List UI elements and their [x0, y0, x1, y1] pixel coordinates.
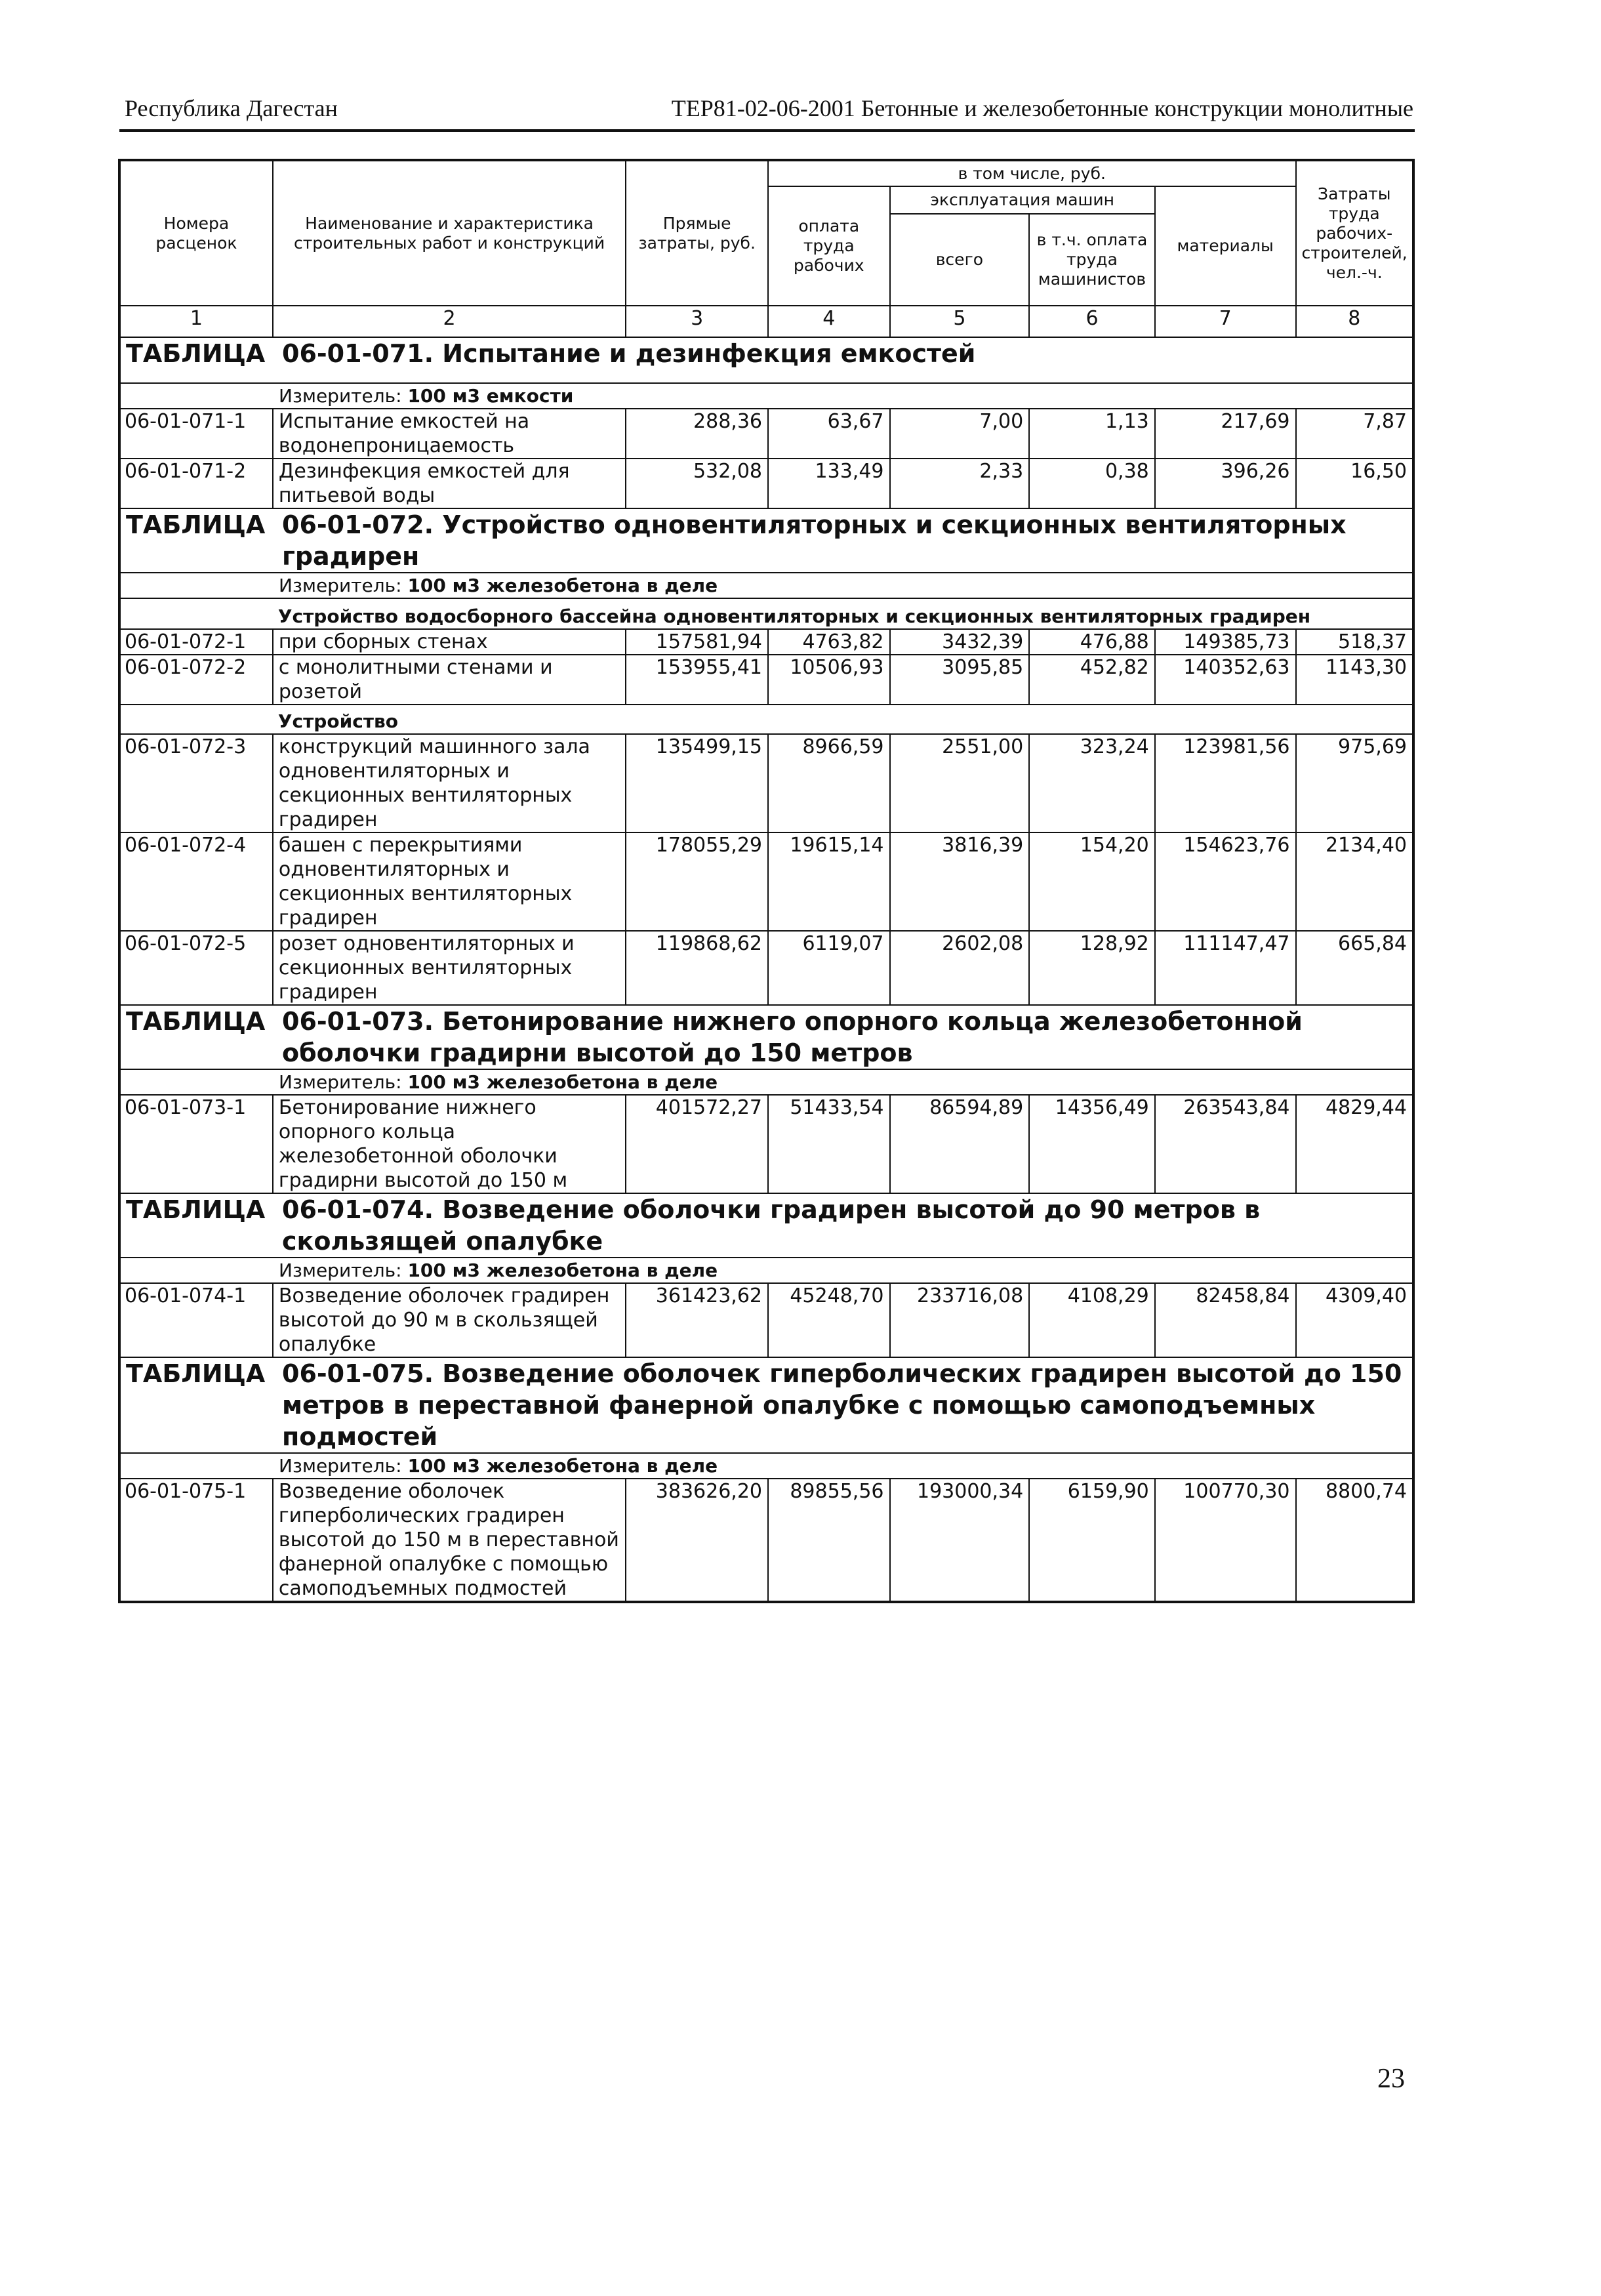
cell-wages: 45248,70 — [768, 1283, 890, 1357]
rate-name: башен с перекрытиями одновентиляторных и секционных вентиляторных градирен — [273, 832, 626, 931]
cell-direct: 178055,29 — [626, 832, 768, 931]
cell-machines: 3816,39 — [890, 832, 1030, 931]
cell-operators: 4108,29 — [1029, 1283, 1155, 1357]
section-tag: ТАБЛИЦА — [126, 339, 266, 368]
column-numbers-row — [119, 306, 1413, 337]
col-num: 7 — [1155, 306, 1296, 337]
section-tag: ТАБЛИЦА — [126, 1007, 266, 1036]
col-num: 2 — [273, 306, 626, 337]
cell-labor: 16,50 — [1296, 459, 1413, 508]
cell-operators: 476,88 — [1029, 629, 1155, 655]
measure-label: Измеритель: — [279, 1455, 408, 1477]
rate-name: розет одновентиляторных и секционных вентиляторных градирен — [273, 931, 626, 1005]
cell-machines: 86594,89 — [890, 1095, 1030, 1193]
cell-labor: 1143,30 — [1296, 655, 1413, 705]
cell-machines: 193000,34 — [890, 1479, 1030, 1602]
cell-direct: 288,36 — [626, 409, 768, 459]
rate-code: 06-01-071-1 — [119, 409, 273, 459]
section-title-073 — [119, 1005, 1413, 1069]
cell-direct: 153955,41 — [626, 655, 768, 705]
cell-direct: 157581,94 — [626, 629, 768, 655]
rate-code: 06-01-074-1 — [119, 1283, 273, 1357]
measure-value: 100 м3 емкости — [407, 385, 574, 407]
cell-wages: 4763,82 — [768, 629, 890, 655]
measure-value: 100 м3 железобетона в деле — [407, 1455, 718, 1477]
measure-label: Измеритель: — [279, 385, 408, 407]
cell-machines: 2,33 — [890, 459, 1030, 508]
rates-table — [118, 159, 1415, 1603]
section-title-075 — [119, 1357, 1413, 1453]
col-head-wages: оплата труда рабочих — [768, 186, 890, 306]
cell-operators: 323,24 — [1029, 734, 1155, 832]
table-row — [119, 629, 1413, 655]
measure-row — [119, 573, 1413, 598]
cell-labor: 8800,74 — [1296, 1479, 1413, 1602]
table-row — [119, 1095, 1413, 1193]
cell-wages: 10506,93 — [768, 655, 890, 705]
rate-code: 06-01-072-3 — [119, 734, 273, 832]
cell-materials: 149385,73 — [1155, 629, 1296, 655]
cell-materials: 100770,30 — [1155, 1479, 1296, 1602]
table-row — [119, 832, 1413, 931]
measure-label: Измеритель: — [279, 575, 408, 596]
rate-name: с монолитными стенами и розетой — [273, 655, 626, 705]
col-head-name: Наименование и характеристика строительных работ и конструкций — [273, 160, 626, 306]
cell-labor: 975,69 — [1296, 734, 1413, 832]
running-header — [125, 85, 1413, 131]
cell-wages: 51433,54 — [768, 1095, 890, 1193]
section-title-072 — [119, 508, 1413, 573]
section-heading: 06-01-071. Испытание и дезинфекция емкостей — [282, 339, 976, 368]
cell-materials: 396,26 — [1155, 459, 1296, 508]
subheading: Устройство — [273, 705, 1413, 734]
rate-name: Возведение оболочек гиперболических градирен высотой до 150 м в переставной фанерной опалубке с помощью самоподъемных подмостей — [273, 1479, 626, 1602]
section-title-074 — [119, 1193, 1413, 1258]
measure-value: 100 м3 железобетона в деле — [407, 575, 718, 596]
col-head-direct-costs: Прямые затраты, руб. — [626, 160, 768, 306]
cell-machines: 233716,08 — [890, 1283, 1030, 1357]
cell-direct: 532,08 — [626, 459, 768, 508]
rate-code: 06-01-072-4 — [119, 832, 273, 931]
cell-operators: 452,82 — [1029, 655, 1155, 705]
header-rule — [119, 129, 1415, 132]
cell-materials: 111147,47 — [1155, 931, 1296, 1005]
rate-code: 06-01-071-2 — [119, 459, 273, 508]
cell-direct: 135499,15 — [626, 734, 768, 832]
measure-label: Измеритель: — [279, 1071, 408, 1093]
rate-name: конструкций машинного зала одновентиляторных и секционных вентиляторных градирен — [273, 734, 626, 832]
section-title-071 — [119, 337, 1413, 383]
cell-operators: 1,13 — [1029, 409, 1155, 459]
table-row — [119, 931, 1413, 1005]
cell-machines: 3432,39 — [890, 629, 1030, 655]
rate-code: 06-01-072-1 — [119, 629, 273, 655]
section-heading: 06-01-073. Бетонирование нижнего опорного кольца железобетонной оболочки градирни высотой до 150 метров — [282, 1007, 1303, 1067]
cell-labor: 4309,40 — [1296, 1283, 1413, 1357]
cell-direct: 383626,20 — [626, 1479, 768, 1602]
section-heading: 06-01-072. Устройство одновентиляторных и секционных вентиляторных градирен — [282, 510, 1347, 571]
cell-labor: 518,37 — [1296, 629, 1413, 655]
cell-direct: 119868,62 — [626, 931, 768, 1005]
subheading: Устройство водосборного бассейна одновентиляторных и секционных вентиляторных градирен — [273, 598, 1413, 629]
measure-row — [119, 1258, 1413, 1283]
cell-operators: 154,20 — [1029, 832, 1155, 931]
section-heading: 06-01-074. Возведение оболочки градирен высотой до 90 метров в скользящей опалубке — [282, 1195, 1261, 1256]
header-row-1 — [119, 160, 1413, 186]
measure-row — [119, 1453, 1413, 1479]
col-num: 1 — [119, 306, 273, 337]
cell-labor: 665,84 — [1296, 931, 1413, 1005]
cell-machines: 2602,08 — [890, 931, 1030, 1005]
measure-value: 100 м3 железобетона в деле — [407, 1260, 718, 1281]
rate-name: Испытание емкостей на водонепроницаемость — [273, 409, 626, 459]
table-row — [119, 734, 1413, 832]
page-number: 23 — [1377, 2064, 1405, 2094]
rate-code: 06-01-075-1 — [119, 1479, 273, 1602]
col-head-code: Номера расценок — [119, 160, 273, 306]
measure-row — [119, 383, 1413, 409]
table-row — [119, 459, 1413, 508]
cell-materials: 154623,76 — [1155, 832, 1296, 931]
cell-operators: 6159,90 — [1029, 1479, 1155, 1602]
cell-machines: 3095,85 — [890, 655, 1030, 705]
cell-labor: 2134,40 — [1296, 832, 1413, 931]
cell-wages: 133,49 — [768, 459, 890, 508]
cell-materials: 123981,56 — [1155, 734, 1296, 832]
cell-operators: 14356,49 — [1029, 1095, 1155, 1193]
rate-name: Дезинфекция емкостей для питьевой воды — [273, 459, 626, 508]
col-num: 3 — [626, 306, 768, 337]
col-head-materials: материалы — [1155, 186, 1296, 306]
col-head-operator-wages: в т.ч. оплата труда машинистов — [1029, 214, 1155, 306]
cell-materials: 82458,84 — [1155, 1283, 1296, 1357]
col-num: 6 — [1029, 306, 1155, 337]
rate-name: при сборных стенах — [273, 629, 626, 655]
cell-wages: 63,67 — [768, 409, 890, 459]
header-region: Республика Дагестан — [125, 95, 338, 121]
col-head-including: в том числе, руб. — [768, 160, 1296, 186]
section-tag: ТАБЛИЦА — [126, 1195, 266, 1224]
measure-row — [119, 1069, 1413, 1095]
section-heading: 06-01-075. Возведение оболочек гиперболических градирен высотой до 150 метров в переставной фанерной опалубке с помощью самоподъемных подмостей — [282, 1359, 1402, 1451]
cell-operators: 128,92 — [1029, 931, 1155, 1005]
cell-labor: 7,87 — [1296, 409, 1413, 459]
col-num: 5 — [890, 306, 1030, 337]
cell-wages: 8966,59 — [768, 734, 890, 832]
cell-materials: 263543,84 — [1155, 1095, 1296, 1193]
cell-wages: 6119,07 — [768, 931, 890, 1005]
cell-machines: 7,00 — [890, 409, 1030, 459]
col-head-machines-total: всего — [890, 214, 1030, 306]
measure-label: Измеритель: — [279, 1260, 408, 1281]
rate-code: 06-01-073-1 — [119, 1095, 273, 1193]
cell-wages: 19615,14 — [768, 832, 890, 931]
cell-direct: 361423,62 — [626, 1283, 768, 1357]
subheading-row — [119, 598, 1413, 629]
cell-materials: 217,69 — [1155, 409, 1296, 459]
cell-operators: 0,38 — [1029, 459, 1155, 508]
rate-code: 06-01-072-2 — [119, 655, 273, 705]
cell-wages: 89855,56 — [768, 1479, 890, 1602]
col-num: 4 — [768, 306, 890, 337]
section-tag: ТАБЛИЦА — [126, 1359, 266, 1388]
cell-materials: 140352,63 — [1155, 655, 1296, 705]
cell-labor: 4829,44 — [1296, 1095, 1413, 1193]
table-row — [119, 409, 1413, 459]
rate-name: Возведение оболочек градирен высотой до 90 м в скользящей опалубке — [273, 1283, 626, 1357]
header-document-title: ТЕР81-02-06-2001 Бетонные и железобетонные конструкции монолитные — [671, 95, 1413, 121]
rate-name: Бетонирование нижнего опорного кольца железобетонной оболочки градирни высотой до 150 м — [273, 1095, 626, 1193]
table-row — [119, 655, 1413, 705]
rate-code: 06-01-072-5 — [119, 931, 273, 1005]
col-num: 8 — [1296, 306, 1413, 337]
cell-machines: 2551,00 — [890, 734, 1030, 832]
subheading-row — [119, 705, 1413, 734]
cell-direct: 401572,27 — [626, 1095, 768, 1193]
col-head-labor: Затраты труда рабочих-строителей, чел.-ч. — [1296, 160, 1413, 306]
table-row — [119, 1283, 1413, 1357]
measure-value: 100 м3 железобетона в деле — [407, 1071, 718, 1093]
section-tag: ТАБЛИЦА — [126, 510, 266, 539]
col-head-machines: эксплуатация машин — [890, 186, 1155, 214]
table-row — [119, 1479, 1413, 1602]
